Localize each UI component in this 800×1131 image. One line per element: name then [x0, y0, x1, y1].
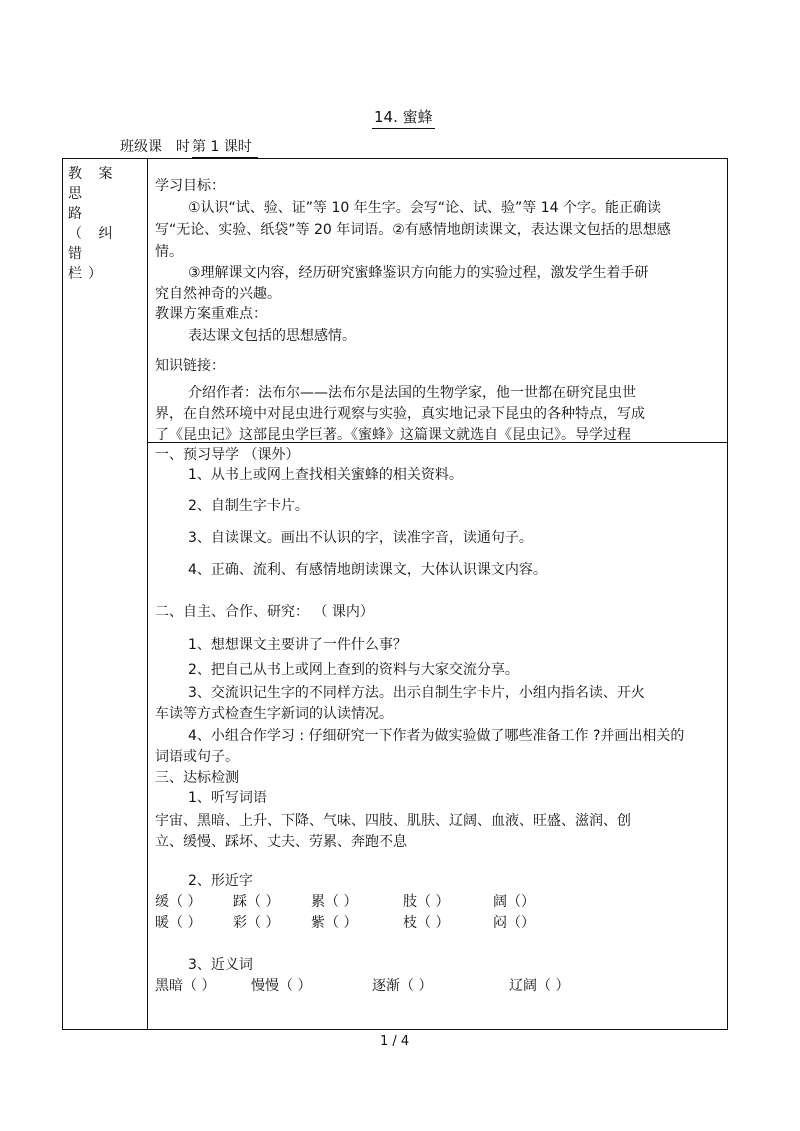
similar-char-7: 彩（ ）	[233, 915, 280, 931]
table-bottom-border	[62, 1029, 728, 1030]
table-right-border	[727, 158, 728, 1030]
goal-line-2: 写“无论、实验、纸袋”等 20 年词语。②有感情地朗读课文，表达课文包括的思想感	[155, 222, 671, 238]
table-column-divider	[147, 158, 148, 1030]
section2-item-2: 2、把自己从书上或网上查到的资料与大家交流分享。	[188, 662, 519, 678]
section2-heading: 二、自主、合作、研究： （ 课内）	[155, 604, 374, 620]
class-label: 班级课	[120, 139, 162, 155]
similar-char-4: 肢（ ）	[403, 894, 450, 910]
key-heading: 教课方案重难点：	[155, 306, 267, 322]
class-hours-line	[120, 136, 258, 158]
goal-line-1: ①认识“试、验、证”等 10 年生字。会写“论、试、验”等 14 个字。能正确读	[188, 200, 661, 216]
goal-heading: 学习目标：	[155, 178, 225, 194]
goal-line-5: 究自然神奇的兴趣。	[155, 286, 281, 302]
key-text: 表达课文包括的思想感情。	[188, 328, 356, 344]
section1-item-4: 4、正确、流利、有感情地朗读课文，大体认识课文内容。	[188, 562, 547, 578]
link-line-3: 了《昆虫记》这部昆虫学巨著。《蜜蜂》这篇课文就选自《昆虫记》。导学过程	[155, 427, 631, 443]
link-line-2: 界，在自然环境中对昆虫进行观察与实验，真实地记录下昆虫的各种特点，写成	[155, 406, 645, 422]
section1-item-1: 1、从书上或网上查找相关蜜蜂的相关资料。	[188, 467, 463, 483]
similar-char-10: 闷（）	[493, 915, 535, 931]
similar-char-9: 枝（ ）	[403, 915, 450, 931]
synonym-4: 辽阔（ ）	[509, 978, 570, 994]
dictation-words-1: 宇宙、黑暗、上升、下降、气味、四肢、肌肤、辽阔、血液、旺盛、滋润、创	[155, 813, 631, 829]
goal-line-3: 情。	[155, 244, 183, 260]
similar-char-3: 累（ ）	[311, 894, 358, 910]
dictation-words-2: 立、缓慢、踩坏、丈夫、劳累、奔跑不息	[155, 834, 407, 850]
section3-heading: 三、达标检测	[155, 770, 239, 786]
section2-item-1: 1、想想课文主要讲了一件什么事？	[188, 637, 407, 653]
side-line-4: 栏）	[68, 266, 108, 282]
similar-char-2: 踩（ ）	[233, 894, 280, 910]
synonym-2: 慢慢（ ）	[251, 978, 312, 994]
section2-item-3a: 3、交流识记生字的不同样方法。出示自制生字卡片，小组内指名读、开火	[188, 685, 645, 701]
lesson-label: 第 1 课时	[192, 136, 258, 158]
section2-item-3b: 车读等方式检查生字新词的认读情况。	[155, 706, 393, 722]
table-left-border	[62, 158, 63, 1030]
side-line-1: 教 案 思	[68, 166, 119, 202]
section2-item-4b: 词语或句子。	[155, 749, 239, 765]
synonym-3: 逐渐（ ）	[372, 978, 433, 994]
side-line-2: 路	[68, 206, 88, 222]
page-title: 14. 蜜蜂	[372, 106, 435, 129]
page-number: 1 / 4	[380, 1034, 410, 1049]
synonym-1: 黑暗（ ）	[155, 978, 216, 994]
section1-heading: 一、预习导学 （课外）	[155, 447, 300, 463]
goal-line-4: ③理解课文内容，经历研究蜜蜂鉴识方向能力的实验过程，激发学生着手研	[188, 265, 649, 281]
side-note-column	[68, 164, 142, 284]
section3-q2: 2、形近字	[188, 873, 253, 889]
section1-item-2: 2、自制生字卡片。	[188, 498, 309, 514]
similar-char-8: 紫（ ）	[311, 915, 358, 931]
similar-char-1: 缓（ ）	[155, 894, 202, 910]
section3-q3: 3、近义词	[188, 957, 253, 973]
similar-char-5: 阔（）	[493, 894, 535, 910]
link-heading: 知识链接：	[155, 358, 225, 374]
side-line-3: （ 纠 错	[68, 226, 119, 262]
section2-item-4a: 4、小组合作学习 : 仔细研究一下作者为做实验做了哪些准备工作 ?并画出相关的	[188, 728, 685, 744]
section1-item-3: 3、自读课文。画出不认识的字，读准字音，读通句子。	[188, 530, 533, 546]
similar-char-6: 暖（ ）	[155, 915, 202, 931]
table-top-border	[62, 158, 728, 159]
link-line-1: 介绍作者：法布尔——法布尔是法国的生物学家，他一世都在研究昆虫世	[188, 385, 636, 401]
time-label: 时	[176, 139, 190, 155]
section3-q1: 1、听写词语	[188, 790, 267, 806]
